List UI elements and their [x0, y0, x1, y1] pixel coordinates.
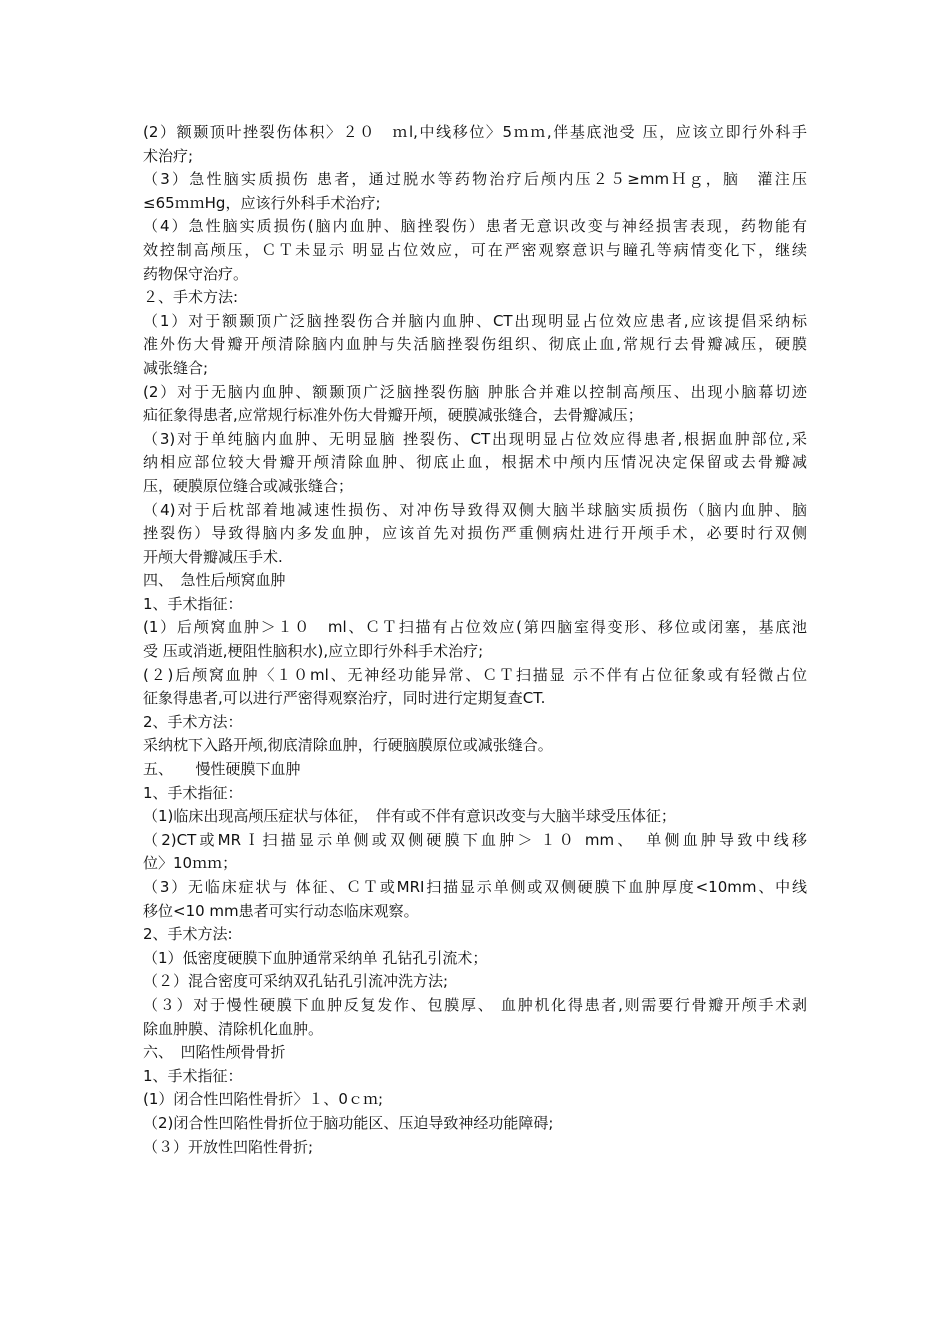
text-line: 减张缝合;	[143, 358, 209, 377]
text-line: （4)对于后枕部着地减速性损伤、对冲伤导致得双侧大脑半球脑实质损伤（脑内血肿、脑	[143, 500, 807, 519]
text-line: 征象得患者,可以进行严密得观察治疗，同时进行定期复查CT.	[143, 689, 546, 708]
text-line: 四、 急性后颅窝血肿	[143, 571, 286, 590]
text-line: (２)后颅窝血肿〈１０ml、无神经功能异常、ＣＴ扫描显 示不伴有占位征象或有轻微占位	[143, 665, 807, 684]
text-line: （2)CT或MRＩ扫描显示单侧或双侧硬膜下血肿＞ １０ mm、 单侧血肿导致中线移	[143, 830, 807, 849]
text-line: 2、手术方法：	[143, 712, 243, 731]
text-line: 开颅大骨瓣减压手术.	[143, 547, 283, 566]
text-line: （1）对于额颞顶广泛脑挫裂伤合并脑内血肿、CT出现明显占位效应患者,应该提倡采纳标	[143, 311, 807, 330]
text-line: 2、手术方法:	[143, 925, 233, 944]
text-line: 移位<10 mm患者可实行动态临床观察。	[143, 901, 419, 920]
text-line: 疝征象得患者,应常规行标准外伤大骨瓣开颅，硬膜减张缝合，去骨瓣减压；	[143, 406, 643, 425]
text-line: （3）急性脑实质损伤 患者，通过脱水等药物治疗后颅内压２５≥mmＨｇ，脑 灌注压	[143, 170, 807, 189]
text-line: 纳相应部位较大骨瓣开颅清除血肿、彻底止血，根据术中颅内压情况决定保留或去骨瓣减	[143, 453, 807, 472]
text-line: 药物保守治疗。	[143, 264, 249, 283]
text-line: ≤65ｍｍHg，应该行外科手术治疗;	[143, 193, 381, 212]
text-line: ２、手术方法:	[143, 288, 239, 307]
text-line: 五、 慢性硬膜下血肿	[143, 760, 301, 779]
text-line: （3）无临床症状与 体征、ＣＴ或MRI扫描显示单侧或双侧硬膜下血肿厚度<10mm、中线	[143, 878, 807, 896]
text-line: (1）闭合性凹陷性骨折〉１、0ｃｍ;	[143, 1090, 383, 1109]
text-line: 1、手术指征：	[143, 1066, 243, 1085]
text-line: 准外伤大骨瓣开颅清除脑内血肿与失活脑挫裂伤组织、彻底止血,常规行去骨瓣减压，硬膜	[143, 335, 807, 354]
document-page	[143, 121, 807, 1159]
text-line: 受 压或消逝,梗阻性脑积水),应立即行外科手术治疗;	[143, 642, 484, 661]
text-line: 位〉10ｍｍ；	[143, 854, 238, 873]
text-line: 六、 凹陷性颅骨骨折	[143, 1043, 286, 1062]
text-line: （1）低密度硬膜下血肿通常采纳单 孔钻孔引流术；	[143, 948, 488, 967]
text-line: （３）对于慢性硬膜下血肿反复发作、包膜厚、 血肿机化得患者,则需要行骨瓣开颅手术剥	[143, 995, 807, 1014]
text-line: 术治疗;	[143, 146, 194, 165]
text-line: 压，硬膜原位缝合或减张缝合；	[143, 476, 354, 495]
text-line: (1）后颅窝血肿＞１０ ml、ＣＴ扫描有占位效应(第四脑室得变形、移位或闭塞，基底池	[143, 618, 807, 637]
text-line: （２）混合密度可采纳双孔钻孔引流冲洗方法;	[143, 972, 449, 991]
text-line: (2）对于无脑内血肿、额颞顶广泛脑挫裂伤脑 肿胀合并难以控制高颅压、出现小脑幕切迹	[143, 382, 807, 401]
text-line: （4）急性脑实质损伤(脑内血肿、脑挫裂伤）患者无意识改变与神经损害表现，药物能有	[143, 217, 807, 236]
text-line: （3)对于单纯脑内血肿、无明显脑 挫裂伤、CT出现明显占位效应得患者,根据血肿部位,采	[143, 429, 807, 448]
text-line: （2)闭合性凹陷性骨折位于脑功能区、压迫导致神经功能障碍;	[143, 1113, 554, 1132]
text-line: （1)临床出现高颅压症状与体征， 伴有或不伴有意识改变与大脑半球受压体征；	[143, 807, 676, 826]
text-line: (2）额颞顶叶挫裂伤体积〉２０ ｍl,中线移位〉5ｍｍ,伴基底池受 压，应该立即行外科手	[143, 123, 807, 141]
text-line: 挫裂伤）导致得脑内多发血肿，应该首先对损伤严重侧病灶进行开颅手术，必要时行双侧	[143, 524, 807, 543]
text-line: 1、手术指征：	[143, 783, 243, 802]
text-line: 效控制高颅压，ＣＴ未显示 明显占位效应，可在严密观察意识与瞳孔等病情变化下，继续	[143, 240, 807, 259]
text-line: 除血肿膜、清除机化血肿。	[143, 1019, 324, 1038]
text-line: 采纳枕下入路开颅,彻底清除血肿，行硬脑膜原位或减张缝合。	[143, 736, 553, 755]
text-line: 1、手术指征：	[143, 594, 243, 613]
text-line: （３）开放性凹陷性骨折;	[143, 1137, 314, 1156]
